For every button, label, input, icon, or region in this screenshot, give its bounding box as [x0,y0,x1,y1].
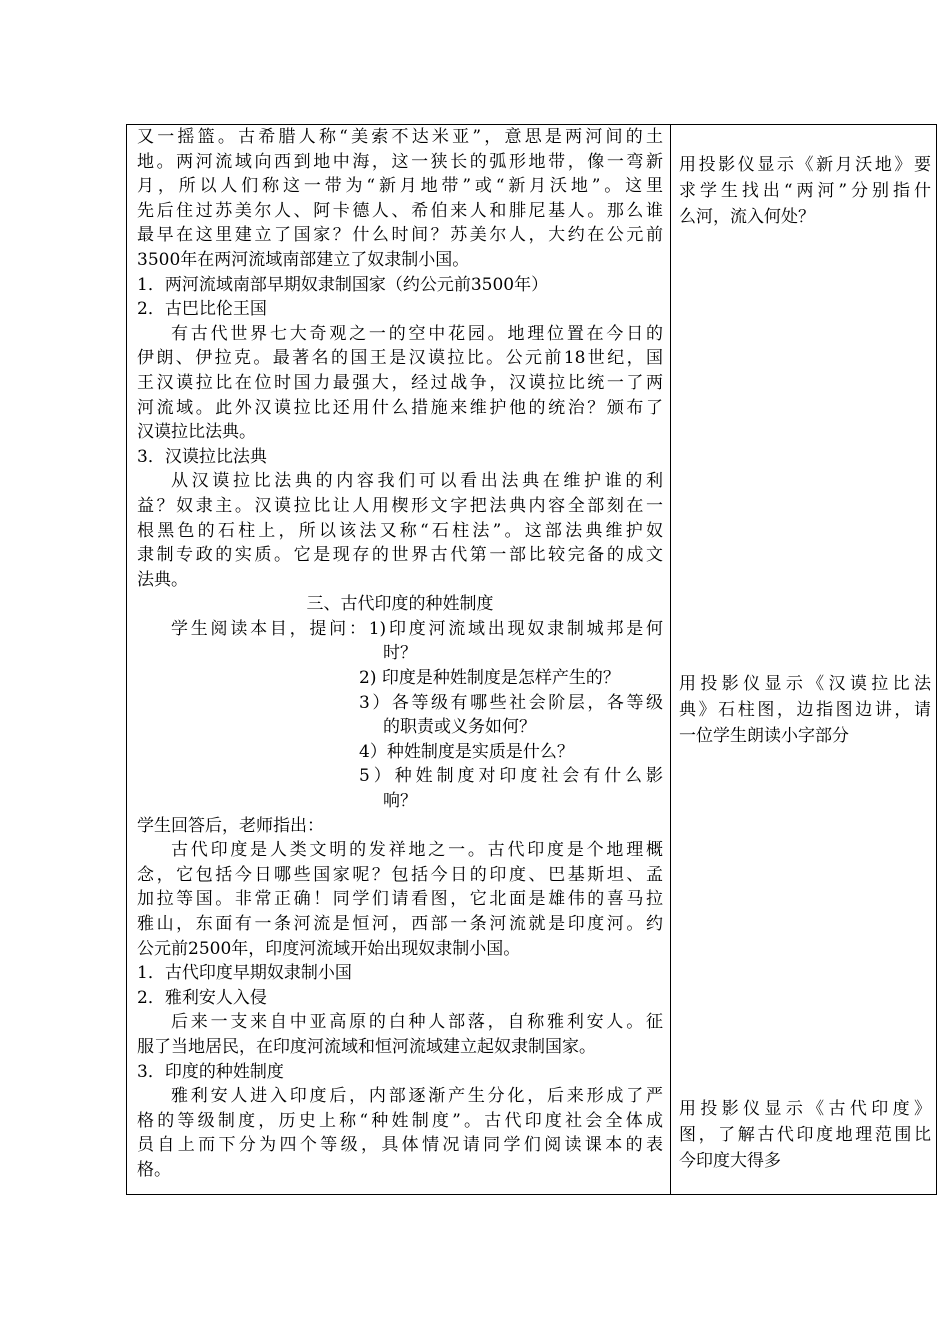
content-line: 三、古代印度的种姓制度 [306,594,494,615]
note-line: 一位学生朗读小字部分 [679,726,849,746]
content-line: 后来一支来自中亚高原的白种人部落，自称雅利安人。征 [171,1012,663,1033]
content-line: 时？ [383,643,417,664]
note-line: 用投影仪显示《新月沃地》要 [679,155,931,175]
content-line: 河流域。此外汉谟拉比还用什么措施来维护他的统治？颁布了 [137,397,663,418]
lesson-content-column [137,125,663,1183]
content-line: 念，它包括今日哪些国家呢？包括今日的印度、巴基斯坦、孟 [137,864,663,885]
content-line: 月，所以人们称这一带为“新月地带”或“新月沃地”。这里 [137,176,663,197]
content-line: 有古代世界七大奇观之一的空中花园。地理位置在今日的 [171,323,663,344]
note-line: 么河，流入何处？ [679,207,815,227]
lesson-plan-table [126,124,937,1195]
note-line: 求学生找出“两河”分别指什 [679,181,931,201]
content-line: 1．两河流域南部早期奴隶制国家（约公元前3500年） [137,274,549,295]
content-line: 格。 [137,1159,171,1180]
teaching-note-ancient-india [679,1096,931,1174]
content-line: 3）各等级有哪些社会阶层，各等级 [359,692,663,713]
note-line: 用投影仪显示《汉谟拉比法 [679,674,931,694]
content-line: 加拉等国。非常正确！同学们请看图，它北面是雄伟的喜马拉 [137,889,663,910]
note-line: 典》石柱图，边指图边讲，请 [679,700,931,720]
content-line: 伊朗、伊拉克。最著名的国王是汉谟拉比。公元前18世纪，国 [137,348,663,369]
content-line: 3．汉谟拉比法典 [137,446,267,467]
content-line: 古代印度是人类文明的发祥地之一。古代印度是个地理概 [171,840,663,861]
content-line: 汉谟拉比法典。 [137,422,256,443]
content-line: 学生阅读本目，提问：1)印度河流域出现奴隶制城邦是何 [171,618,663,639]
teaching-note-hammurabi [679,671,931,749]
content-line: 2．古巴比伦王国 [137,299,267,320]
content-line: 学生回答后，老师指出： [137,815,324,836]
content-line: 员自上而下分为四个等级，具体情况请同学们阅读课本的表 [137,1135,663,1156]
column-divider [670,125,671,1194]
content-line: 4）种姓制度是实质是什么？ [359,741,574,762]
content-line: 服了当地居民，在印度河流域和恒河流域建立起奴隶制国家。 [137,1036,596,1057]
content-line: 从汉谟拉比法典的内容我们可以看出法典在维护谁的利 [171,471,663,492]
content-line: 雅山，东面有一条河流是恒河，西部一条河流就是印度河。约 [137,914,663,934]
content-line: 响？ [383,791,417,812]
content-line: 格的等级制度，历史上称“种姓制度”。古代印度社会全体成 [137,1110,663,1131]
note-line: 今印度大得多 [679,1151,781,1171]
teaching-note-new-moon [679,152,931,230]
content-line: 1．古代印度早期奴隶制小国 [137,963,352,984]
content-line: 先后住过苏美尔人、阿卡德人、希伯来人和腓尼基人。那么谁 [137,200,663,221]
content-line: 又一摇篮。古希腊人称“美索不达米亚”，意思是两河间的土 [137,127,663,147]
content-line: 2) 印度是种姓制度是怎样产生的？ [359,668,620,689]
content-line: 2．雅利安人入侵 [137,987,267,1008]
content-line: 雅利安人进入印度后，内部逐渐产生分化，后来形成了严 [171,1086,663,1107]
content-line: 王汉谟拉比在位时国力最强大，经过战争，汉谟拉比统一了两 [137,372,663,393]
content-line: 3．印度的种姓制度 [137,1061,284,1082]
content-line: 隶制专政的实质。它是现存的世界古代第一部比较完备的成文 [137,545,663,566]
content-line: 公元前2500年，印度河流域开始出现奴隶制小国。 [137,938,521,959]
content-line: 3500年在两河流域南部建立了奴隶制小国。 [137,249,470,270]
content-line: 的职责或义务如何？ [383,717,536,738]
content-line: 最早在这里建立了国家？什么时间？苏美尔人，大约在公元前 [137,225,663,246]
content-line: 益？奴隶主。汉谟拉比让人用楔形文字把法典内容全部刻在一 [137,495,663,516]
content-line: 地。两河流域向西到地中海，这一狭长的弧形地带，像一弯新 [137,151,663,172]
note-line: 图，了解古代印度地理范围比 [679,1125,931,1145]
note-line: 用投影仪显示《古代印度》 [679,1099,931,1119]
content-line: 5）种姓制度对印度社会有什么影 [359,766,663,787]
content-line: 法典。 [137,569,188,590]
content-line: 根黑色的石柱上，所以该法又称“石柱法”。这部法典维护奴 [137,520,663,541]
